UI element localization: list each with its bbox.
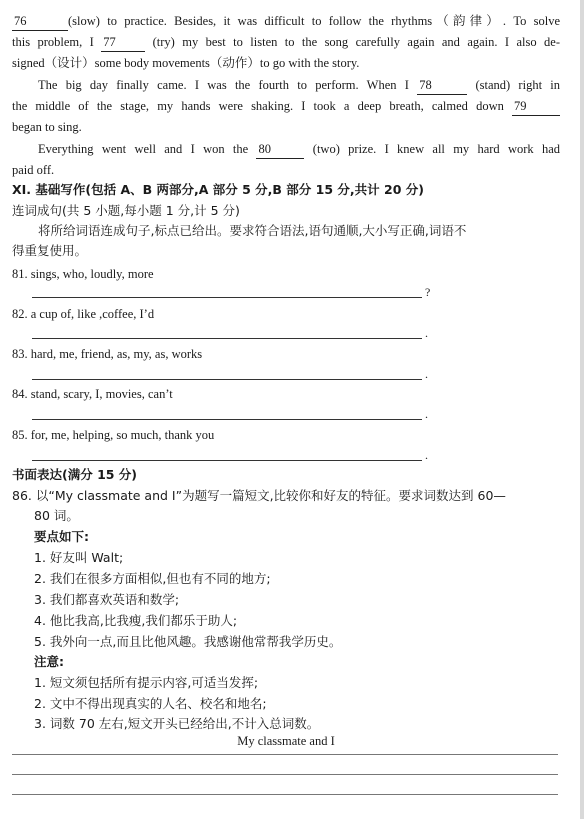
- writing-point: 5. 我外向一点,而且比他风趣。我感谢他常帮我学历史。: [34, 634, 342, 649]
- passage-line: this problem, I 77 (try) my best to listen to the song carefully again and again. I also de-: [12, 33, 560, 52]
- writing-note: 2. 文中不得出现真实的人名、校名和地名;: [34, 696, 267, 711]
- writing-line[interactable]: [12, 754, 558, 755]
- passage-line: the middle of the stage, my hands were shaking. I took a deep breath, calmed down 79: [12, 97, 560, 116]
- instruction-text: 得重复使用。: [12, 243, 88, 258]
- writing-point: 4. 他比我高,比我瘦,我们都乐于助人;: [34, 613, 238, 628]
- passage-line: The big day finally came. I was the fourth to perform. When I 78 (stand) right in: [38, 76, 560, 95]
- end-punctuation: ?: [425, 285, 431, 299]
- writing-note: 1. 短文须包括所有提示内容,可适当发挥;: [34, 675, 259, 690]
- writing-line[interactable]: [12, 774, 558, 775]
- passage-line: 76 (slow) to practice. Besides, it was difficult to follow the rhythms（韵律）. To solve: [12, 12, 560, 31]
- question-83: 83. hard, me, friend, as, my, as, works: [12, 347, 203, 361]
- points-title: 要点如下:: [34, 529, 89, 544]
- end-punctuation: .: [425, 407, 428, 421]
- writing-point: 2. 我们在很多方面相似,但也有不同的地方;: [34, 571, 271, 586]
- answer-line-85[interactable]: [32, 460, 422, 461]
- answer-blank-78[interactable]: 78: [417, 76, 467, 95]
- writing-point: 3. 我们都喜欢英语和数学;: [34, 592, 180, 607]
- passage-line: began to sing.: [12, 120, 82, 134]
- part-a-title: 连词成句(共 5 小题,每小题 1 分,计 5 分): [12, 203, 240, 218]
- writing-note: 3. 词数 70 左右,短文开头已经给出,不计入总词数。: [34, 716, 320, 731]
- end-punctuation: .: [425, 367, 428, 381]
- writing-line[interactable]: [12, 794, 558, 795]
- question-82: 82. a cup of, like ,coffee, I’d: [12, 307, 155, 321]
- answer-blank-76[interactable]: 76: [12, 12, 68, 31]
- answer-line-83[interactable]: [32, 379, 422, 380]
- instruction-text: 将所给词语连成句子,标点已给出。要求符合语法,语句通顺,大小写正确,词语不: [38, 223, 467, 238]
- question-85: 85. for, me, helping, so much, thank you: [12, 428, 215, 442]
- answer-blank-77[interactable]: 77: [101, 33, 145, 52]
- answer-line-82[interactable]: [32, 338, 422, 339]
- section-title: XI. 基础写作(包括 A、B 两部分,A 部分 5 分,B 部分 15 分,共计 20 分): [12, 182, 424, 197]
- answer-line-81[interactable]: [32, 297, 422, 298]
- answer-blank-79[interactable]: 79: [512, 97, 560, 116]
- answer-blank-80[interactable]: 80: [256, 140, 304, 159]
- passage-line: Everything went well and I won the 80 (two) prize. I knew all my hard work had: [38, 140, 560, 159]
- writing-point: 1. 好友叫 Walt;: [34, 550, 124, 565]
- question-84: 84. stand, scary, I, movies, can’t: [12, 387, 173, 401]
- question-81: 81. sings, who, loudly, more: [12, 267, 154, 281]
- writing-section-title: 书面表达(满分 15 分): [12, 467, 138, 482]
- notes-title: 注意:: [34, 654, 64, 669]
- passage-line: signed（设计）some body movements（动作）to go with the story.: [12, 56, 360, 70]
- passage-line: paid off.: [12, 163, 55, 177]
- page-edge-shadow: [580, 0, 584, 819]
- writing-prompt: 80 词。: [34, 508, 79, 523]
- end-punctuation: .: [425, 326, 428, 340]
- writing-prompt: 86. 以“My classmate and I”为题写一篇短文,比较你和好友的特征。要求词数达到 60—: [12, 488, 506, 503]
- end-punctuation: .: [425, 448, 428, 462]
- answer-line-84[interactable]: [32, 419, 422, 420]
- essay-title: My classmate and I: [237, 734, 335, 748]
